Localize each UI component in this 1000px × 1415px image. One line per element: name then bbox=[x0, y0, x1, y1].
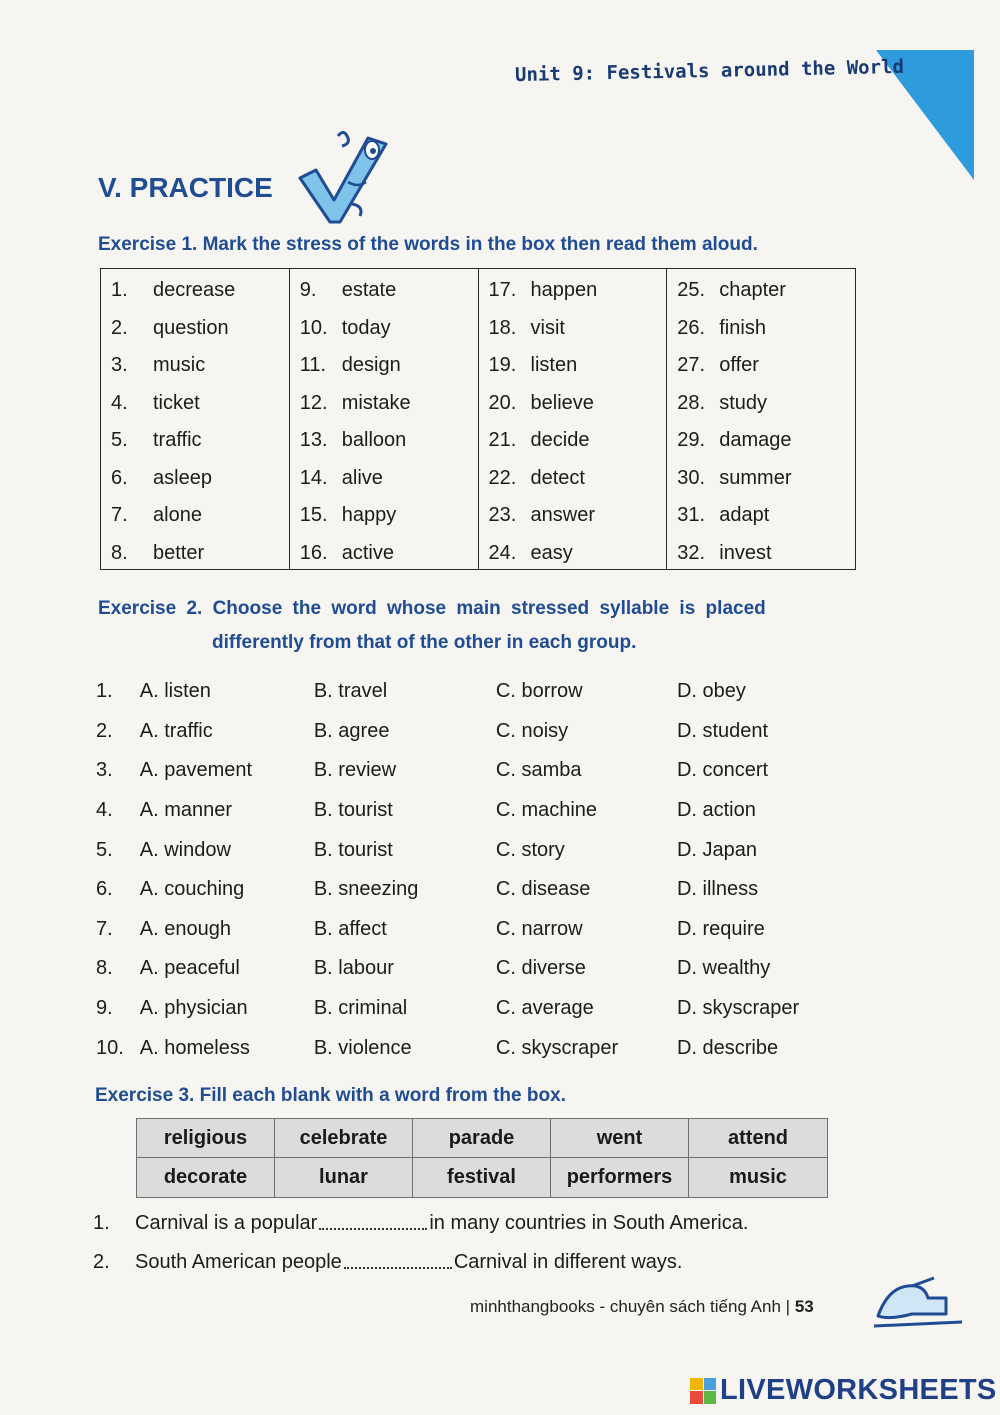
word-item bbox=[677, 354, 855, 392]
exercise1-heading: Exercise 1. Mark the stress of the words in the box then read them aloud. bbox=[98, 234, 758, 255]
option-b[interactable]: B. violence bbox=[313, 1036, 412, 1059]
word-item bbox=[489, 279, 667, 317]
option-d[interactable]: D. describe bbox=[676, 1036, 779, 1059]
box-word: festival bbox=[413, 1158, 551, 1197]
box-word: lunar bbox=[275, 1158, 413, 1197]
word-item bbox=[489, 429, 667, 467]
exercise2-question-list bbox=[96, 672, 856, 1068]
option-c[interactable]: C. narrow bbox=[495, 917, 583, 940]
word-number: 32. bbox=[677, 541, 706, 564]
option-a[interactable]: A. couching bbox=[139, 878, 245, 901]
option-c[interactable]: C. disease bbox=[495, 878, 591, 901]
word-text: happy bbox=[341, 504, 397, 526]
word-item bbox=[677, 542, 855, 580]
word-number: 11. bbox=[299, 354, 327, 376]
word-item bbox=[300, 467, 478, 505]
word-number: 27. bbox=[677, 354, 706, 376]
word-number: 1. bbox=[111, 279, 128, 301]
option-b[interactable]: B. travel bbox=[313, 680, 388, 703]
word-text: estate bbox=[341, 279, 397, 301]
word-text: decrease bbox=[153, 279, 236, 301]
word-item bbox=[677, 504, 855, 542]
unit-title: Unit 9: Festivals around the World bbox=[514, 55, 905, 87]
word-text: believe bbox=[530, 391, 594, 414]
word-item bbox=[489, 467, 667, 505]
word-item bbox=[677, 392, 855, 430]
word-item bbox=[677, 467, 855, 505]
sentence-before: South American people bbox=[135, 1251, 342, 1273]
option-d[interactable]: D. require bbox=[676, 917, 765, 940]
word-number: 31. bbox=[677, 504, 706, 526]
word-number: 13. bbox=[299, 429, 328, 451]
word-number: 9. bbox=[299, 279, 317, 301]
sentence-before: Carnival is a popular bbox=[135, 1212, 318, 1234]
box-word: attend bbox=[689, 1119, 827, 1158]
answer-blank[interactable] bbox=[344, 1251, 452, 1269]
option-b[interactable]: B. tourist bbox=[313, 838, 393, 861]
word-text: active bbox=[341, 541, 394, 564]
option-a[interactable]: A. homeless bbox=[139, 1036, 250, 1059]
word-text: design bbox=[341, 354, 401, 376]
word-text: balloon bbox=[341, 429, 407, 451]
option-d[interactable]: D. illness bbox=[676, 878, 759, 901]
option-c[interactable]: C. machine bbox=[495, 799, 598, 822]
word-text: listen bbox=[530, 354, 578, 376]
word-item bbox=[300, 429, 478, 467]
fill-sentence bbox=[93, 1251, 682, 1274]
word-number: 3. bbox=[111, 354, 128, 376]
question-number: 5. bbox=[96, 838, 113, 861]
word-item bbox=[111, 392, 289, 430]
option-a[interactable]: A. window bbox=[139, 838, 231, 861]
word-text: detect bbox=[530, 466, 585, 489]
exercise2-heading-line2: differently from that of the other in each group. bbox=[212, 632, 637, 653]
option-c[interactable]: C. average bbox=[495, 997, 594, 1020]
box-word: parade bbox=[413, 1119, 551, 1158]
word-item bbox=[300, 392, 478, 430]
word-text: happen bbox=[530, 279, 598, 301]
page-footer bbox=[470, 1297, 814, 1317]
option-c[interactable]: C. diverse bbox=[495, 957, 586, 980]
box-word: religious bbox=[137, 1119, 275, 1158]
option-b[interactable]: B. sneezing bbox=[313, 878, 419, 901]
footer-text: minhthangbooks - chuyên sách tiếng Anh | bbox=[470, 1297, 791, 1316]
word-number: 5. bbox=[111, 429, 128, 451]
word-number: 4. bbox=[111, 391, 128, 414]
writing-hand-icon bbox=[872, 1276, 964, 1330]
sentence-after: in many countries in South America. bbox=[429, 1212, 749, 1234]
box-word: performers bbox=[551, 1158, 689, 1197]
word-number: 21. bbox=[488, 429, 517, 451]
question-row bbox=[96, 870, 856, 910]
word-text: music bbox=[153, 354, 206, 376]
option-a[interactable]: A. physician bbox=[139, 997, 248, 1020]
sentence-number: 1. bbox=[93, 1212, 110, 1234]
word-column bbox=[290, 269, 479, 569]
liveworksheets-logo-icon bbox=[690, 1378, 716, 1404]
question-row bbox=[96, 949, 856, 989]
word-number: 12. bbox=[299, 391, 328, 414]
word-item bbox=[489, 354, 667, 392]
word-number: 26. bbox=[677, 316, 706, 339]
word-number: 8. bbox=[111, 541, 128, 564]
question-row bbox=[96, 712, 856, 752]
word-item bbox=[111, 354, 289, 392]
question-row bbox=[96, 751, 856, 791]
page-number: 53 bbox=[794, 1297, 814, 1316]
word-text: chapter bbox=[719, 279, 786, 301]
option-a[interactable]: A. enough bbox=[139, 917, 231, 940]
word-item bbox=[300, 317, 478, 355]
sentence-after: Carnival in different ways. bbox=[453, 1251, 683, 1273]
box-word: decorate bbox=[137, 1158, 275, 1197]
option-b[interactable]: B. affect bbox=[313, 917, 387, 940]
word-number: 30. bbox=[677, 466, 706, 489]
question-number: 4. bbox=[96, 799, 113, 822]
word-item bbox=[677, 279, 855, 317]
word-item bbox=[111, 542, 289, 580]
word-text: better bbox=[153, 541, 205, 564]
word-number: 16. bbox=[299, 541, 328, 564]
word-item bbox=[677, 317, 855, 355]
word-text: ticket bbox=[153, 391, 200, 414]
section-title: V. PRACTICE bbox=[98, 172, 273, 203]
question-row bbox=[96, 672, 856, 712]
word-item bbox=[111, 467, 289, 505]
word-text: traffic bbox=[153, 429, 202, 451]
word-number: 2. bbox=[111, 316, 128, 339]
word-number: 14. bbox=[299, 466, 328, 489]
word-text: offer bbox=[719, 354, 759, 376]
word-number: 6. bbox=[111, 466, 128, 489]
word-number: 7. bbox=[111, 504, 128, 526]
word-text: today bbox=[341, 316, 391, 339]
word-text: easy bbox=[530, 541, 573, 564]
question-number: 6. bbox=[96, 878, 113, 901]
word-item bbox=[111, 279, 289, 317]
word-item bbox=[677, 429, 855, 467]
word-item bbox=[111, 317, 289, 355]
word-item bbox=[489, 504, 667, 542]
word-column bbox=[101, 269, 290, 569]
option-d[interactable]: D. wealthy bbox=[676, 957, 771, 980]
word-number: 15. bbox=[299, 504, 328, 526]
exercise3-heading: Exercise 3. Fill each blank with a word from the box. bbox=[95, 1085, 566, 1106]
fill-sentence bbox=[93, 1212, 748, 1235]
word-number: 17. bbox=[488, 279, 517, 301]
exercise2-heading-line1: Exercise 2. Choose the word whose main stressed syllable is placed bbox=[98, 598, 766, 619]
word-item bbox=[111, 504, 289, 542]
word-item bbox=[300, 279, 478, 317]
word-text: damage bbox=[719, 429, 792, 451]
option-b[interactable]: B. criminal bbox=[313, 997, 408, 1020]
word-text: asleep bbox=[153, 466, 212, 489]
box-word: went bbox=[551, 1119, 689, 1158]
word-number: 19. bbox=[488, 354, 517, 376]
exercise1-word-box bbox=[100, 268, 856, 570]
word-text: question bbox=[153, 316, 229, 339]
word-text: alive bbox=[341, 466, 383, 489]
word-item bbox=[489, 392, 667, 430]
option-a[interactable]: A. listen bbox=[139, 680, 211, 703]
word-number: 25. bbox=[677, 279, 706, 301]
word-number: 22. bbox=[488, 466, 517, 489]
word-text: invest bbox=[719, 541, 772, 564]
option-d[interactable]: D. Japan bbox=[676, 838, 757, 861]
question-number: 8. bbox=[96, 957, 113, 980]
box-word: celebrate bbox=[275, 1119, 413, 1158]
word-column bbox=[667, 269, 855, 569]
option-b[interactable]: B. agree bbox=[313, 719, 390, 742]
word-number: 28. bbox=[677, 391, 706, 414]
option-d[interactable]: D. obey bbox=[676, 680, 746, 703]
option-a[interactable]: A. peaceful bbox=[139, 957, 240, 980]
option-c[interactable]: C. story bbox=[495, 838, 565, 861]
word-number: 29. bbox=[677, 429, 706, 451]
question-row bbox=[96, 910, 856, 950]
question-number: 9. bbox=[96, 997, 113, 1020]
exercise3-word-box bbox=[136, 1118, 828, 1198]
option-b[interactable]: B. labour bbox=[313, 957, 394, 980]
option-d[interactable]: D. concert bbox=[676, 759, 769, 782]
word-text: answer bbox=[530, 504, 595, 526]
question-number: 2. bbox=[96, 719, 113, 742]
word-item bbox=[300, 354, 478, 392]
liveworksheets-brand bbox=[690, 1374, 997, 1407]
word-item bbox=[489, 542, 667, 580]
word-number: 10. bbox=[299, 316, 328, 339]
word-item bbox=[300, 542, 478, 580]
word-text: decide bbox=[530, 429, 590, 451]
word-text: adapt bbox=[719, 504, 770, 526]
option-d[interactable]: D. skyscraper bbox=[676, 997, 800, 1020]
word-text: alone bbox=[153, 504, 202, 526]
word-text: summer bbox=[719, 466, 792, 489]
word-item bbox=[300, 504, 478, 542]
word-number: 23. bbox=[488, 504, 517, 526]
question-row bbox=[96, 791, 856, 831]
option-c[interactable]: C. borrow bbox=[495, 680, 583, 703]
option-a[interactable]: A. traffic bbox=[139, 719, 213, 742]
question-number: 3. bbox=[96, 759, 113, 782]
word-text: finish bbox=[719, 316, 766, 339]
option-a[interactable]: A. manner bbox=[139, 799, 233, 822]
brand-name: LIVEWORKSHEETS bbox=[720, 1374, 997, 1406]
option-d[interactable]: D. student bbox=[676, 719, 769, 742]
question-row bbox=[96, 830, 856, 870]
question-number: 7. bbox=[96, 917, 113, 940]
option-c[interactable]: C. noisy bbox=[495, 719, 569, 742]
option-b[interactable]: B. tourist bbox=[313, 799, 393, 822]
word-number: 18. bbox=[488, 316, 517, 339]
question-row bbox=[96, 989, 856, 1029]
word-text: mistake bbox=[341, 391, 411, 414]
option-b[interactable]: B. review bbox=[313, 759, 397, 782]
word-number: 24. bbox=[488, 541, 517, 564]
word-item bbox=[111, 429, 289, 467]
word-column bbox=[479, 269, 668, 569]
option-d[interactable]: D. action bbox=[676, 799, 756, 822]
option-c[interactable]: C. skyscraper bbox=[495, 1036, 619, 1059]
checkmark-mascot-icon bbox=[296, 126, 392, 226]
word-number: 20. bbox=[488, 391, 517, 414]
option-a[interactable]: A. pavement bbox=[139, 759, 253, 782]
word-text: visit bbox=[530, 316, 565, 339]
question-number: 1. bbox=[96, 680, 113, 703]
question-row bbox=[96, 1028, 856, 1068]
question-number: 10. bbox=[96, 1036, 124, 1059]
word-item bbox=[489, 317, 667, 355]
word-text: study bbox=[719, 391, 768, 414]
option-c[interactable]: C. samba bbox=[495, 759, 582, 782]
answer-blank[interactable] bbox=[319, 1212, 427, 1230]
box-word: music bbox=[689, 1158, 827, 1197]
sentence-number: 2. bbox=[93, 1251, 110, 1273]
